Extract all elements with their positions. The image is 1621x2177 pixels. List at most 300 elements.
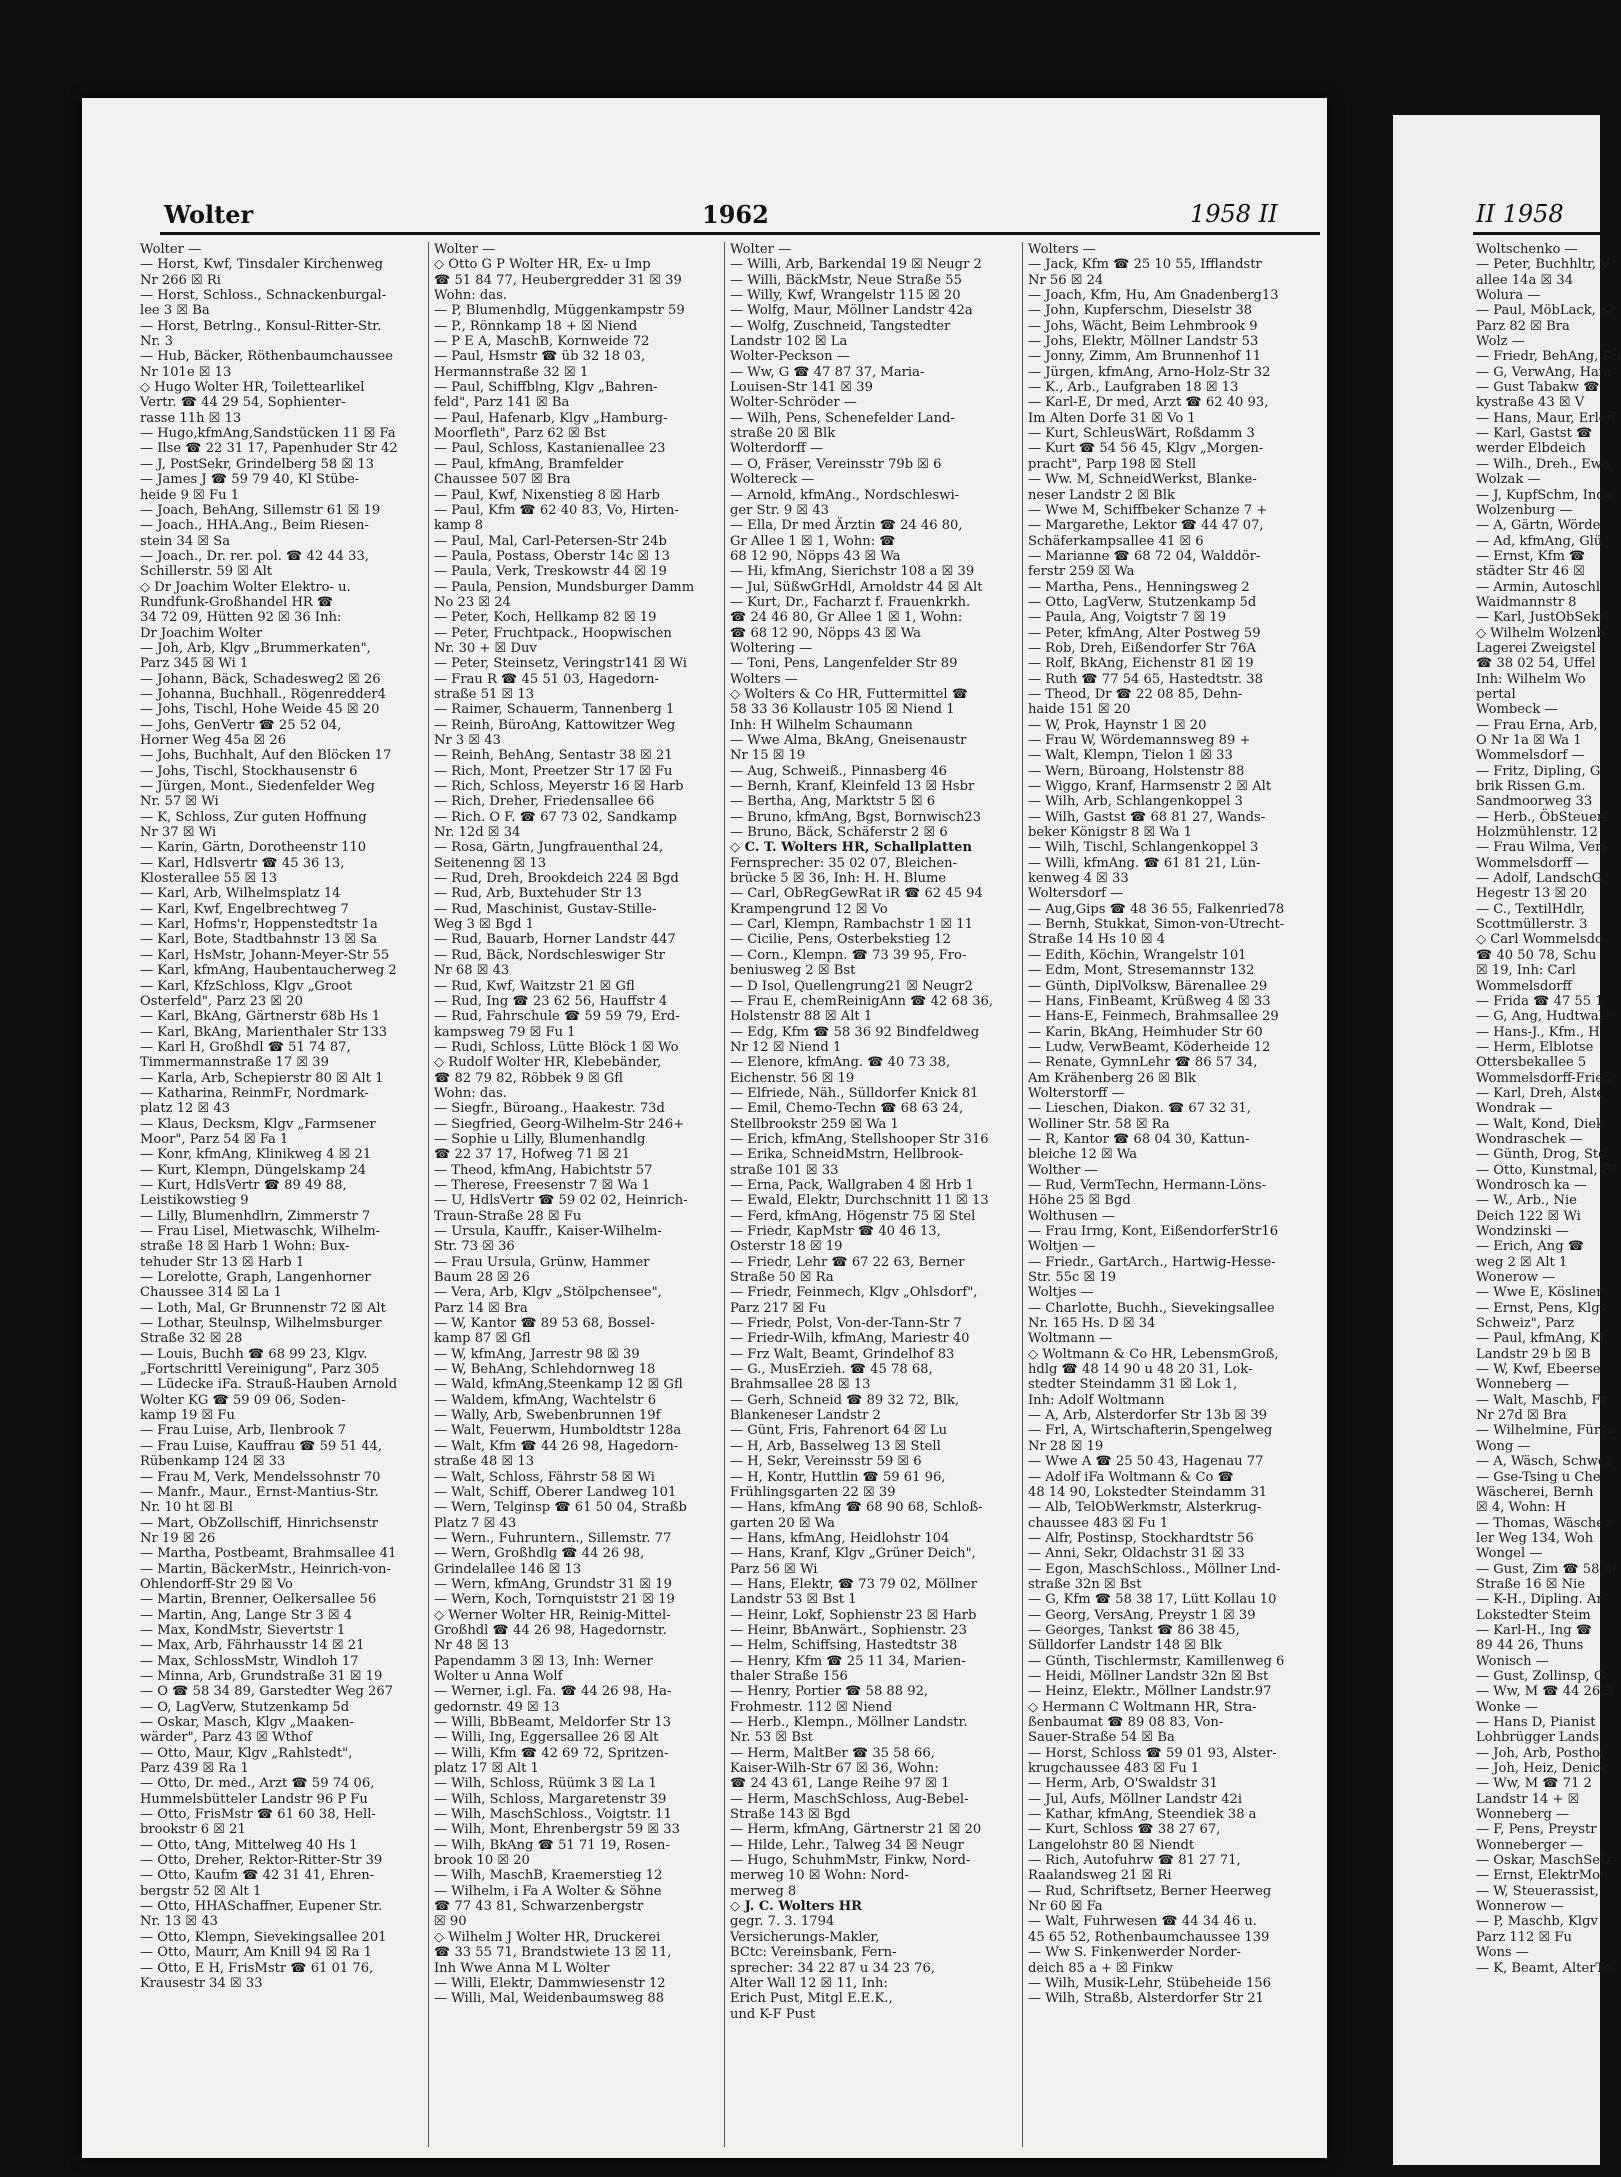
directory-entry-line: — Peter, Buchhltr, V [1476,257,1610,273]
directory-entry-line: — Joh, Arb, Klgv „Brummerkaten", [140,640,371,656]
directory-entry-line: — Rosa, Gärtn, Jungfrauenthal 24, [434,840,664,856]
directory-entry-line: Woltschenko — [1476,242,1578,257]
directory-entry-line: Scottmüllerstr. 3 [1476,917,1588,933]
directory-entry-line: ☎ 22 37 17, Hofweg 71 ☒ 21 [434,1147,631,1163]
directory-entry-line: Höhe 25 ☒ Bgd [1028,1193,1131,1209]
directory-entry-line: — Paul, Schiffblng, Klgv „Bahren- [434,380,658,396]
directory-entry-line: — Paul, Mal, Carl-Petersen-Str 24b [434,533,667,549]
directory-entry-line: Nr. 57 ☒ Wi [140,794,219,810]
directory-entry-line: — Wilhelmine, Fürsc [1476,1423,1615,1439]
directory-entry-line: — Otto, Dreher, Rektor-Ritter-Str 39 [140,1853,383,1869]
directory-entry-line: — Wally, Arb, Swebenbrunnen 19f [434,1408,661,1424]
directory-entry-line: Erich Pust, Mitgl E.E.K., [730,1991,893,2007]
directory-entry-line: — W, Kwf, Ebeerse [1476,1362,1601,1378]
directory-entry-line: — Frz Walt, Beamt, Grindelhof 83 [730,1346,955,1362]
directory-entry-line: — Wilhelm, i Fa A Wolter & Söhne [434,1883,662,1899]
directory-entry-line: Fernsprecher: 35 02 07, Bleichen- [730,855,958,871]
directory-entry-line: — Karl H, Großhdl ☎ 51 74 87, [140,1039,351,1055]
directory-entry-line: — Paul, Hafenarb, Klgv „Hamburg- [434,410,668,426]
directory-entry-line: Wons — [1476,1945,1529,1961]
directory-entry-line: — Hans D, Pianist [1476,1715,1596,1730]
directory-entry-line: Woltjen — [1028,1239,1096,1255]
directory-entry-line: — Günth, Tischlermstr, Kamillenweg 6 [1028,1653,1285,1669]
directory-entry-line: Osterfeld", Parz 23 ☒ 20 [140,993,303,1009]
directory-entry-line: — Kurt, Klempn, Düngelskamp 24 [140,1162,367,1178]
directory-entry-line: — Otto, Klempn, Sievekingsallee 201 [140,1929,387,1945]
directory-entry-line: Hummelsbütteler Landstr 96 P Fu [140,1791,368,1807]
directory-entry-line: — Walt, Kfm ☎ 44 26 98, Hagedorn- [434,1438,679,1454]
directory-entry-line: — Otto, HHASchaffner, Eupener Str. [140,1899,383,1915]
directory-entry-line: — G, Ang, Hudtwalc [1476,1009,1611,1025]
directory-entry-line: Wolter KG ☎ 59 09 06, Soden- [140,1392,346,1408]
directory-entry-line: — H, Kontr, Huttlin ☎ 59 61 96, [730,1469,946,1485]
directory-entry-line: — K, Schloss, Zur guten Hoffnung [140,809,367,825]
directory-entry-line: — Henry, Kfm ☎ 25 11 34, Marien- [730,1653,966,1669]
directory-entry-line: kampsweg 79 ☒ Fu 1 [434,1024,576,1040]
directory-entry-line: — Rob, Dreh, Eißendorfer Str 76A [1028,640,1256,656]
directory-entry-line: — Hans, Kranf, Klgv „Grüner Deich", [730,1546,976,1562]
directory-entry-line: — Gse-Tsing u Che [1476,1469,1601,1485]
directory-entry-line: — Martha, Pens., Henningsweg 2 [1028,579,1250,595]
directory-entry-line: Eichenstr. 56 ☒ 19 [730,1070,855,1086]
column-2 [434,242,720,2007]
directory-entry-line: — Ferd, kfmAng, Högenstr 75 ☒ Stel [730,1208,976,1224]
directory-entry-line: tehuder Str 13 ☒ Harb 1 [140,1254,305,1270]
directory-entry-line: kystraße 43 ☒ V [1476,395,1585,411]
directory-entry-line: Inh: H Wilhelm Schaumann [730,717,913,733]
directory-entry-line: — Frau Wilma, Verl [1476,840,1606,856]
directory-entry-line: ☎ 24 43 61, Lange Reihe 97 ☒ 1 [730,1776,950,1792]
directory-entry-line: — Otto, LagVerw, Stutzenkamp 5d [1028,594,1257,610]
directory-entry-line: — Gerh, Schneid ☎ 89 32 72, Blk, [730,1392,960,1408]
directory-entry-line: Wolz — [1476,334,1525,350]
directory-entry-line: Parz 14 ☒ Bra [434,1300,528,1316]
directory-entry-line: Lagerei Zweigstel [1476,640,1596,656]
directory-entry-line: straße 51 ☒ 13 [434,686,535,702]
directory-entry-line: — Rudi, Schloss, Lütte Blöck 1 ☒ Wo [434,1039,679,1055]
directory-entry-line: Wondraschek — [1476,1131,1583,1147]
directory-entry-line: Blankeneser Landstr 2 [730,1408,881,1424]
directory-entry-line: — Therese, Freesenstr 7 ☒ Wa 1 [434,1177,651,1193]
directory-entry-line: Schweiz", Parz [1476,1316,1575,1332]
directory-entry-line: — Renate, GymnLehr ☎ 86 57 34, [1028,1055,1258,1071]
directory-entry-line: — Heinr, Lokf, Sophienstr 23 ☒ Harb [730,1607,977,1623]
directory-entry-line: — Hub, Bäcker, Röthenbaumchaussee [140,349,394,365]
directory-entry-line: — Egon, MaschSchloss., Möllner Lnd- [1028,1561,1281,1577]
directory-entry-line: — Wilh, Schloss, Margaretenstr 39 [434,1791,667,1807]
directory-entry-line: — Theod, Dr ☎ 22 08 85, Dehn- [1028,686,1243,702]
directory-entry-line: Wondrosch ka — [1476,1177,1588,1193]
directory-entry-line: — Hugo,kfmAng,Sandstücken 11 ☒ Fa [140,426,396,442]
directory-entry-line: — Carl, Klempn, Rambachstr 1 ☒ 11 [730,917,973,933]
directory-entry-line: Wondrak — [1476,1101,1553,1117]
directory-entry-line: feld", Parz 141 ☒ Ba [434,395,570,411]
directory-entry-line: — Anni, Sekr, Oldachstr 31 ☒ 33 [1028,1546,1245,1562]
directory-entry-line: — Ww, G ☎ 47 87 37, Maria- [730,364,925,380]
directory-entry-line: — Wilh, Arb, Schlangenkoppel 3 [1028,794,1243,810]
directory-entry-line: Deich 122 ☒ Wi [1476,1208,1581,1224]
directory-entry-line: — Otto, Maurr, Am Knill 94 ☒ Ra 1 [140,1945,372,1961]
directory-entry-line: — Henry, Portier ☎ 58 88 92, [730,1684,929,1700]
directory-entry-line: — Georg, VersAng, Preystr 1 ☒ 39 [1028,1607,1256,1623]
directory-entry-line: — Otto, Maur, Klgv „Rahlstedt", [140,1745,353,1761]
directory-entry-line: thaler Straße 156 [730,1668,848,1684]
directory-entry-line: — Martha, Postbeamt, Brahmsallee 41 [140,1546,397,1562]
directory-entry-line: weg 2 ☒ Alt 1 [1476,1254,1568,1270]
directory-entry-line: — W, Prok, Haynstr 1 ☒ 20 [1028,717,1207,733]
directory-entry-line: — Wilh, Musik-Lehr, Stübeheide 156 [1028,1975,1271,1991]
directory-entry-line: — Johs, Wächt, Beim Lehmbrook 9 [1028,318,1258,334]
directory-entry-line: — Horst, Betrlng., Konsul-Ritter-Str. [140,318,382,334]
directory-entry-line: — W, BehAng, Schlehdornweg 18 [434,1362,656,1378]
directory-entry-line: — Kurt, Dr., Facharzt f. Frauenkrkh. [730,594,971,610]
directory-entry-line: — Werner, i.gl. Fa. ☎ 44 26 98, Ha- [434,1684,672,1700]
directory-entry-line: — Jack, Kfm ☎ 25 10 55, Ifflandstr [1028,257,1262,273]
directory-entry-line: — Karl-E, Dr med, Arzt ☎ 62 40 93, [1028,395,1269,411]
directory-entry-line: — Rud, Arb, Buxtehuder Str 13 [434,886,642,902]
directory-entry-line: — Willi, Arb, Barkendal 19 ☒ Neugr 2 [730,257,982,273]
directory-entry-line: — Wilh, Pens, Schenefelder Land- [730,410,955,426]
directory-entry-line: — Rud, VermTechn, Hermann-Löns- [1028,1177,1267,1193]
directory-entry-line: — Lieschen, Diakon. ☎ 67 32 31, [1028,1101,1251,1117]
directory-entry-line: Wohn: das. [434,288,507,304]
directory-entry-line: — Martin, BäckerMstr., Heinrich-von- [140,1561,391,1577]
directory-entry-line: — Rud, Kwf, Waitzstr 21 ☒ Gfl [434,978,635,994]
directory-entry-line: — H, Sekr, Vereinsstr 59 ☒ 6 [730,1454,922,1470]
directory-entry-line: Holzmühlenstr. 12 [1476,825,1598,841]
directory-entry-line: — Karin, BkAng, Heimhuder Str 60 [1028,1024,1263,1040]
directory-entry-line: Wommelsdorff [1476,978,1572,994]
directory-entry-line: — Lilly, Blumenhdlrn, Zimmerstr 7 [140,1208,371,1224]
directory-entry-line: — Wern., Fuhruntern., Sillemstr. 77 [434,1530,672,1546]
directory-entry-line: — Helm, Schiffsing, Hastedtstr 38 [730,1638,958,1654]
directory-entry-line: — Wwe A ☎ 25 50 43, Hagenau 77 [1028,1454,1264,1470]
directory-entry-line: — Herm, Arb, O'Swaldstr 31 [1028,1776,1218,1792]
directory-entry-line: — Joach, Kfm, Hu, Am Gnadenberg13 [1028,288,1279,304]
directory-entry-line: Inh Wwe Anna M L Wolter [434,1960,610,1976]
directory-entry-line: — Joach, BehAng, Sillemstr 61 ☒ 19 [140,502,381,518]
column-3 [730,242,1018,2022]
directory-entry-line: — Wiggo, Kranf, Harmsenstr 2 ☒ Alt [1028,779,1272,795]
directory-entry-line: straße 20 ☒ Blk [730,426,836,442]
directory-entry-line: sprecher: 34 22 87 u 34 23 76, [730,1960,935,1976]
directory-entry-line: — Margarethe, Lektor ☎ 44 47 07, [1028,518,1264,534]
directory-entry-line: — Ella, Dr med Ärztin ☎ 24 46 80, [730,518,963,534]
directory-entry-line: — Sophie u Lilly, Blumenhandlg [434,1131,646,1147]
directory-entry-line: — Walt, Kond, Diek [1476,1116,1604,1132]
directory-entry-line: — Arnold, kfmAng., Nordschleswi- [730,487,960,503]
directory-entry-line: — Karl, kfmAng, Haubentaucherweg 2 [140,963,397,979]
directory-entry-line: — Friedr, KapMstr ☎ 40 46 13, [730,1224,941,1239]
directory-entry-line: — Martin, Brenner, Oelkersallee 56 [140,1592,377,1608]
directory-entry-line: — Carl, ObRegGewRat iR ☎ 62 45 94 [730,886,983,902]
directory-entry-line: — Kurt, HdlsVertr ☎ 89 49 88, [140,1177,347,1193]
directory-entry-line: — Frau Lisel, Mietwaschk, Wilhelm- [140,1224,381,1239]
directory-entry-line: — G, VerwAng, Ham [1476,364,1612,380]
directory-entry-line: Sauer-Straße 54 ☒ Ba [1028,1730,1175,1746]
directory-entry-line: — Hilde, Lehr., Talweg 34 ☒ Neugr [730,1837,964,1853]
directory-entry-line: deich 85 a + ☒ Finkw [1028,1960,1173,1976]
directory-entry-line: — Peter, Koch, Hellkamp 82 ☒ 19 [434,610,657,626]
directory-entry-line: ◇ Wilhelm Wolzenb [1476,625,1605,641]
directory-entry-line: ◇ Hugo Wolter HR, Toilettearlikel [140,380,365,396]
directory-entry-line: — Aug, Schweiß., Pinnasberg 46 [730,763,947,779]
directory-entry-line: ◇ Wolters & Co HR, Futtermittel ☎ [730,686,969,702]
directory-entry-line: — Herm, Elblotse [1476,1039,1594,1055]
directory-entry-line: Straße 16 ☒ Nie [1476,1576,1586,1592]
directory-entry-line: ◇ J. C. Wolters HR [730,1899,863,1915]
directory-entry-line: ◇ Hermann C Woltmann HR, Stra- [1028,1699,1257,1715]
directory-entry-line: Leistikowstieg 9 [140,1193,249,1209]
directory-entry-line: — Max, Arb, Fährhausstr 14 ☒ 21 [140,1638,365,1654]
directory-entry-line: krugchaussee 483 ☒ Fu 1 [1028,1761,1200,1777]
directory-entry-line: werder Elbdeich [1476,441,1586,457]
directory-entry-line: — Frau E, chemReinigAnn ☎ 42 68 36, [730,993,994,1009]
directory-entry-line: — Frau W, Wördemannsweg 89 + [1028,733,1251,748]
directory-entry-line: — Johs, GenVertr ☎ 25 52 04, [140,717,342,733]
directory-entry-line: Nr 12 ☒ Niend 1 [730,1039,842,1055]
directory-entry-line: — Frau Irmg, Kont, EißendorferStr16 [1028,1224,1279,1239]
directory-entry-line: Krampengrund 12 ☒ Vo [730,901,888,917]
directory-entry-line: — Johs, Buchhalt, Auf den Blöcken 17 [140,748,392,764]
directory-entry-line: Dr Joachim Wolter [140,625,263,641]
directory-entry-line: ☎ 40 50 78, Schu [1476,947,1597,963]
directory-entry-line: haide 151 ☒ 20 [1028,702,1131,718]
directory-entry-line: — Ilse ☎ 22 31 17, Papenhuder Str 42 [140,441,398,457]
directory-entry-line: — Wern, kfmAng, Grundstr 31 ☒ 19 [434,1576,672,1592]
directory-entry-line: 34 72 09, Hütten 92 ☒ 36 Inh: [140,610,342,626]
directory-entry-line: — Friedr, Lehr ☎ 67 22 63, Berner [730,1254,965,1270]
directory-entry-line: — P., Rönnkamp 18 + ☒ Niend [434,318,638,334]
directory-entry-line: — Friedr, Feinmech, Klgv „Ohlsdorf", [730,1285,978,1301]
directory-entry-line: Wolter-Peckson — [730,349,850,365]
directory-entry-line: — U, HdlsVertr ☎ 59 02 02, Heinrich- [434,1193,688,1209]
directory-entry-line: — Frau Luise, Arb, Ilenbrook 7 [140,1423,346,1439]
directory-entry-line: Straße 50 ☒ Ra [730,1270,834,1286]
directory-entry-line: — Fritz, Dipling, G [1476,763,1601,779]
directory-entry-line: — C., TextilHdlr, [1476,901,1585,917]
directory-entry-line: — Wilh, MaschB, Kraemerstieg 12 [434,1868,663,1884]
directory-entry-line: — Rich, Autofuhrw ☎ 81 27 71, [1028,1853,1241,1869]
directory-entry-line: — Paula, Pension, Mundsburger Damm [434,579,695,595]
directory-entry-line: Nr. 12d ☒ 34 [434,825,521,841]
directory-entry-line: — Joh, Heiz, Denick [1476,1761,1608,1777]
directory-entry-line: Kaiser-Wilh-Str 67 ☒ 36, Wohn: [730,1761,939,1777]
directory-entry-line: — Horst, Schloss ☎ 59 01 93, Alster- [1028,1745,1277,1761]
directory-entry-line: Nr 28 ☒ 19 [1028,1438,1104,1454]
directory-entry-line: ☎ 82 79 82, Röbbek 9 ☒ Gfl [434,1070,624,1086]
directory-entry-line: Langelohstr 80 ☒ Niendt [1028,1837,1195,1853]
directory-entry-line: Ohlendorff-Str 29 ☒ Vo [140,1576,293,1592]
directory-entry-line: beniusweg 2 ☒ Bst [730,963,856,979]
directory-entry-line: Osterstr 18 ☒ 19 [730,1239,843,1255]
directory-entry-line: 89 44 26, Thuns [1476,1638,1584,1654]
directory-entry-line: ◇ Carl Wommelsdo [1476,932,1603,948]
directory-entry-line: platz 17 ☒ Alt 1 [434,1761,539,1777]
directory-entry-line: Rübenkamp 124 ☒ 33 [140,1454,286,1470]
directory-entry-line: ◇ Dr Joachim Wolter Elektro- u. [140,579,351,595]
directory-entry-line: — Ernst, ElektrMon [1476,1868,1609,1884]
directory-entry-line: Wongel — [1476,1546,1543,1562]
directory-entry-line: — Rich. O F. ☎ 67 73 02, Sandkamp [434,809,677,825]
directory-entry-line: Landstr 53 ☒ Bst 1 [730,1592,857,1608]
directory-entry-line: Nr 19 ☒ 26 [140,1530,216,1546]
directory-entry-line: ßenbaumat ☎ 89 08 83, Von- [1028,1715,1224,1730]
directory-entry-line: garten 20 ☒ Wa [730,1515,835,1531]
directory-entry-line: — J, KupfSchm, Indu [1476,487,1614,503]
directory-entry-line: — Erich, Ang ☎ [1476,1239,1585,1255]
directory-entry-line: Platz 7 ☒ 43 [434,1515,517,1531]
directory-entry-line: — Ww S. Finkenwerder Norder- [1028,1945,1241,1961]
directory-entry-line: Versicherungs-Makler, [730,1929,880,1945]
directory-entry-line: — Adolf, LandschG [1476,871,1603,887]
directory-entry-line: Lokstedter Steim [1476,1607,1591,1623]
directory-entry-line: Krausestr 34 ☒ 33 [140,1975,263,1991]
directory-entry-line: — Paul, Hsmstr ☎ üb 32 18 03, [434,349,646,365]
directory-entry-line: Wommelsdorff — [1476,855,1590,871]
directory-entry-line: — Günt, Fris, Fahrenort 64 ☒ Lu [730,1423,948,1439]
directory-entry-line: Raalandsweg 21 ☒ Ri [1028,1868,1172,1884]
directory-entry-line: 68 12 90, Nöpps 43 ☒ Wa [730,548,901,564]
directory-entry-line: — Jul, SüßwGrHdl, Arnoldstr 44 ☒ Alt [730,579,983,595]
directory-entry-line: — Wilh, Gastst ☎ 68 81 27, Wands- [1028,809,1266,825]
column-5-edge [1476,242,1621,1976]
directory-entry-line: — W, kfmAng, Jarrestr 98 ☒ 39 [434,1346,640,1362]
directory-entry-line: — Elfriede, Näh., Sülldorfer Knick 81 [730,1085,979,1101]
directory-entry-line: — Bertha, Ang, Marktstr 5 ☒ 6 [730,794,936,810]
directory-entry-line: neser Landstr 2 ☒ Blk [1028,487,1175,503]
directory-entry-line: ◇ Otto G P Wolter HR, Ex- u Imp [434,257,651,273]
directory-entry-line: — Karl, Arb, Wilhelmsplatz 14 [140,886,341,902]
directory-entry-line: ler Weg 134, Woh [1476,1530,1594,1546]
directory-entry-line: ☒ 4, Wohn: H [1476,1500,1566,1516]
directory-entry-line: — Rud, Schriftsetz, Berner Heerweg [1028,1883,1272,1899]
directory-entry-line: Baum 28 ☒ 26 [434,1270,530,1286]
directory-entry-line: — Paul, Kfm ☎ 62 40 83, Vo, Hirten- [434,502,679,518]
directory-entry-line: — Friedr, BehAng, Ru [1476,349,1621,365]
directory-entry-line: Waidmannstr 8 [1476,594,1577,610]
directory-entry-line: Nr 101e ☒ 13 [140,364,232,380]
directory-entry-line: — Peter, kfmAng, Alter Postweg 59 [1028,625,1261,641]
directory-entry-line: — Klaus, Decksm, Klgv „Farmsener [140,1116,376,1132]
directory-entry-line: — Peter, Steinsetz, Veringstr141 ☒ Wi [434,656,687,672]
directory-entry-line: Traun-Straße 28 ☒ Fu [434,1208,582,1224]
directory-entry-line: — Paula, Postass, Oberstr 14c ☒ 13 [434,548,670,564]
directory-entry-line: — A, Arb, Alsterdorfer Str 13b ☒ 39 [1028,1408,1268,1424]
directory-entry-line: — Hans, Elektr, ☎ 73 79 02, Möllner [730,1576,978,1592]
directory-entry-line: — Louis, Buchh ☎ 68 99 23, Klgv. [140,1346,368,1362]
directory-entry-line: O Nr 1a ☒ Wa 1 [1476,733,1582,748]
directory-entry-line: — Willi, Kfm ☎ 42 69 72, Spritzen- [434,1745,669,1761]
directory-entry-line: merweg 10 ☒ Wohn: Nord- [730,1868,909,1884]
directory-entry-line: Woltering — [730,640,813,656]
directory-entry-line: — Paul, MöbLack, Kl [1476,303,1614,319]
directory-entry-line: bleiche 12 ☒ Wa [1028,1147,1138,1163]
directory-entry-line: — Wilh, MaschSchloss., Voigtstr. 11 [434,1807,672,1823]
directory-entry-line: — Corn., Klempn. ☎ 73 39 95, Fro- [730,947,967,963]
directory-entry-line: Straße 14 Hs 10 ☒ 4 [1028,932,1166,948]
directory-entry-line: Wolter — [140,242,202,257]
directory-entry-line: — Wilh, BkAng ☎ 51 71 19, Rosen- [434,1837,670,1853]
directory-entry-line: — Wern, Großhdlg ☎ 44 26 98, [434,1546,645,1562]
directory-entry-line: — Wwe M, Schiffbeker Schanze 7 + [1028,502,1268,518]
directory-entry-line: — Friedr-Wilh, kfmAng, Mariestr 40 [730,1331,970,1347]
directory-entry-line: — Katharina, ReinmFr, Nordmark- [140,1085,369,1101]
directory-entry-line: — Armin, Autoschl [1476,579,1601,595]
directory-entry-line: — Walt, Klempn, Tielon 1 ☒ 33 [1028,748,1233,764]
directory-entry-line: Sandmoorweg 33 [1476,794,1593,810]
directory-entry-line: Wolterdorff — [730,441,823,457]
directory-entry-line: — Walt, Schloss, Fährstr 58 ☒ Wi [434,1469,655,1485]
directory-entry-line: — Frl, A, Wirtschafterin,Spengelweg [1028,1423,1273,1439]
directory-entry-line: — F, Pens, Preystr [1476,1822,1597,1838]
running-head-surname: Wolter [164,200,254,229]
directory-entry-line: — Frida ☎ 47 55 1 [1476,993,1604,1009]
directory-entry-line: — Heidi, Möllner Landstr 32n ☒ Bst [1028,1668,1269,1684]
directory-entry-line: Landstr 14 + ☒ [1476,1791,1580,1807]
directory-entry-line: — P, Maschb, Klgv [1476,1914,1598,1930]
directory-entry-line: — H, Arb, Basselweg 13 ☒ Stell [730,1438,941,1454]
running-head-edition: 1958 II [1190,200,1278,228]
directory-entry-line: straße 32n ☒ Bst [1028,1576,1142,1592]
directory-entry-line: — Otto, E H, FrisMstr ☎ 61 01 76, [140,1960,374,1976]
directory-entry-line: — Toni, Pens, Langenfelder Str 89 [730,656,958,672]
directory-entry-line: — Willi, Elektr, Dammwiesenstr 12 [434,1975,666,1991]
directory-entry-line: — Hugo, SchuhmMstr, Finkw, Nord- [730,1853,971,1869]
directory-entry-line: — Karla, Arb, Schepierstr 80 ☒ Alt 1 [140,1070,384,1086]
directory-entry-line: — Bruno, Bäck, Schäferstr 2 ☒ 6 [730,825,948,841]
directory-entry-line: — Hans, FinBeamt, Krüßweg 4 ☒ 33 [1028,993,1271,1009]
directory-entry-line: Weg 3 ☒ Bgd 1 [434,917,534,933]
directory-entry-line: Brahmsallee 28 ☒ 13 [730,1377,871,1393]
directory-entry-line: Timmermannstraße 17 ☒ 39 [140,1055,329,1071]
directory-entry-line: Nr. 3 [140,334,173,350]
directory-entry-line: Nr 266 ☒ Ri [140,272,221,288]
directory-entry-line: Woltereck — [730,472,815,488]
directory-entry-line: — Friedr., GartArch., Hartwig-Hesse- [1028,1254,1276,1270]
directory-entry-line: — Ww, M ☎ 71 2 [1476,1776,1592,1792]
directory-entry-line: — Bernh, Stukkat, Simon-von-Utrecht- [1028,917,1285,933]
directory-entry-line: — Jonny, Zimm, Am Brunnenhof 11 [1028,349,1262,365]
directory-entry-line: — Horst, Schloss., Schnackenburgal- [140,288,387,304]
directory-entry-line: — Siegfr., Büroang., Haakestr. 73d [434,1101,665,1117]
directory-entry-line: chaussee 483 ☒ Fu 1 [1028,1515,1169,1531]
directory-entry-line: — Loth, Mal, Gr Brunnenstr 72 ☒ Alt [140,1300,386,1316]
directory-entry-line: Parz 217 ☒ Fu [730,1300,826,1316]
directory-entry-line: Moor", Parz 54 ☒ Fa 1 [140,1131,289,1147]
directory-entry-line: Nr 48 ☒ 13 [434,1638,510,1654]
directory-entry-line: — G, Kfm ☎ 58 38 17, Lütt Kollau 10 [1028,1592,1277,1608]
directory-entry-line: — Rud, Fahrschule ☎ 59 59 79, Erd- [434,1009,680,1025]
directory-entry-line: — Jürgen, Mont., Siedenfelder Weg [140,779,375,795]
directory-entry-line: ◇ Werner Wolter HR, Reinig-Mittel- [434,1607,671,1623]
directory-entry-line: — Paul, Kwf, Nixenstieg 8 ☒ Harb [434,487,660,503]
directory-entry-line: — Ewald, Elektr, Durchschnitt 11 ☒ 13 [730,1193,989,1209]
directory-entry-line: — Herb., ÖbSteuerI [1476,809,1609,825]
directory-entry-line: — Frau M, Verk, Mendelssohnstr 70 [140,1469,381,1485]
directory-entry-line: — Günth, DiplVolksw, Bärenallee 29 [1028,978,1268,994]
column-divider [1022,242,1023,2147]
directory-entry-line: Stellbrookstr 259 ☒ Wa 1 [730,1116,899,1132]
directory-entry-line: Woltjes — [1028,1285,1094,1301]
directory-entry-line: — W, Kantor ☎ 89 53 68, Bossel- [434,1316,655,1332]
directory-entry-line: — Hans, Maur, Erlen [1476,410,1615,426]
directory-entry-line: — Rich, Schloss, Meyerstr 16 ☒ Harb [434,779,684,795]
directory-entry-line: Landstr 29 b ☒ B [1476,1346,1591,1362]
directory-entry-line: — Heinz, Elektr., Möllner Landstr.97 [1028,1684,1272,1700]
directory-entry-line: — Wolfg, Zuschneid, Tangstedter [730,318,951,334]
directory-entry-line: ☎ 33 55 71, Brandstwiete 13 ☒ 11, [434,1945,672,1961]
